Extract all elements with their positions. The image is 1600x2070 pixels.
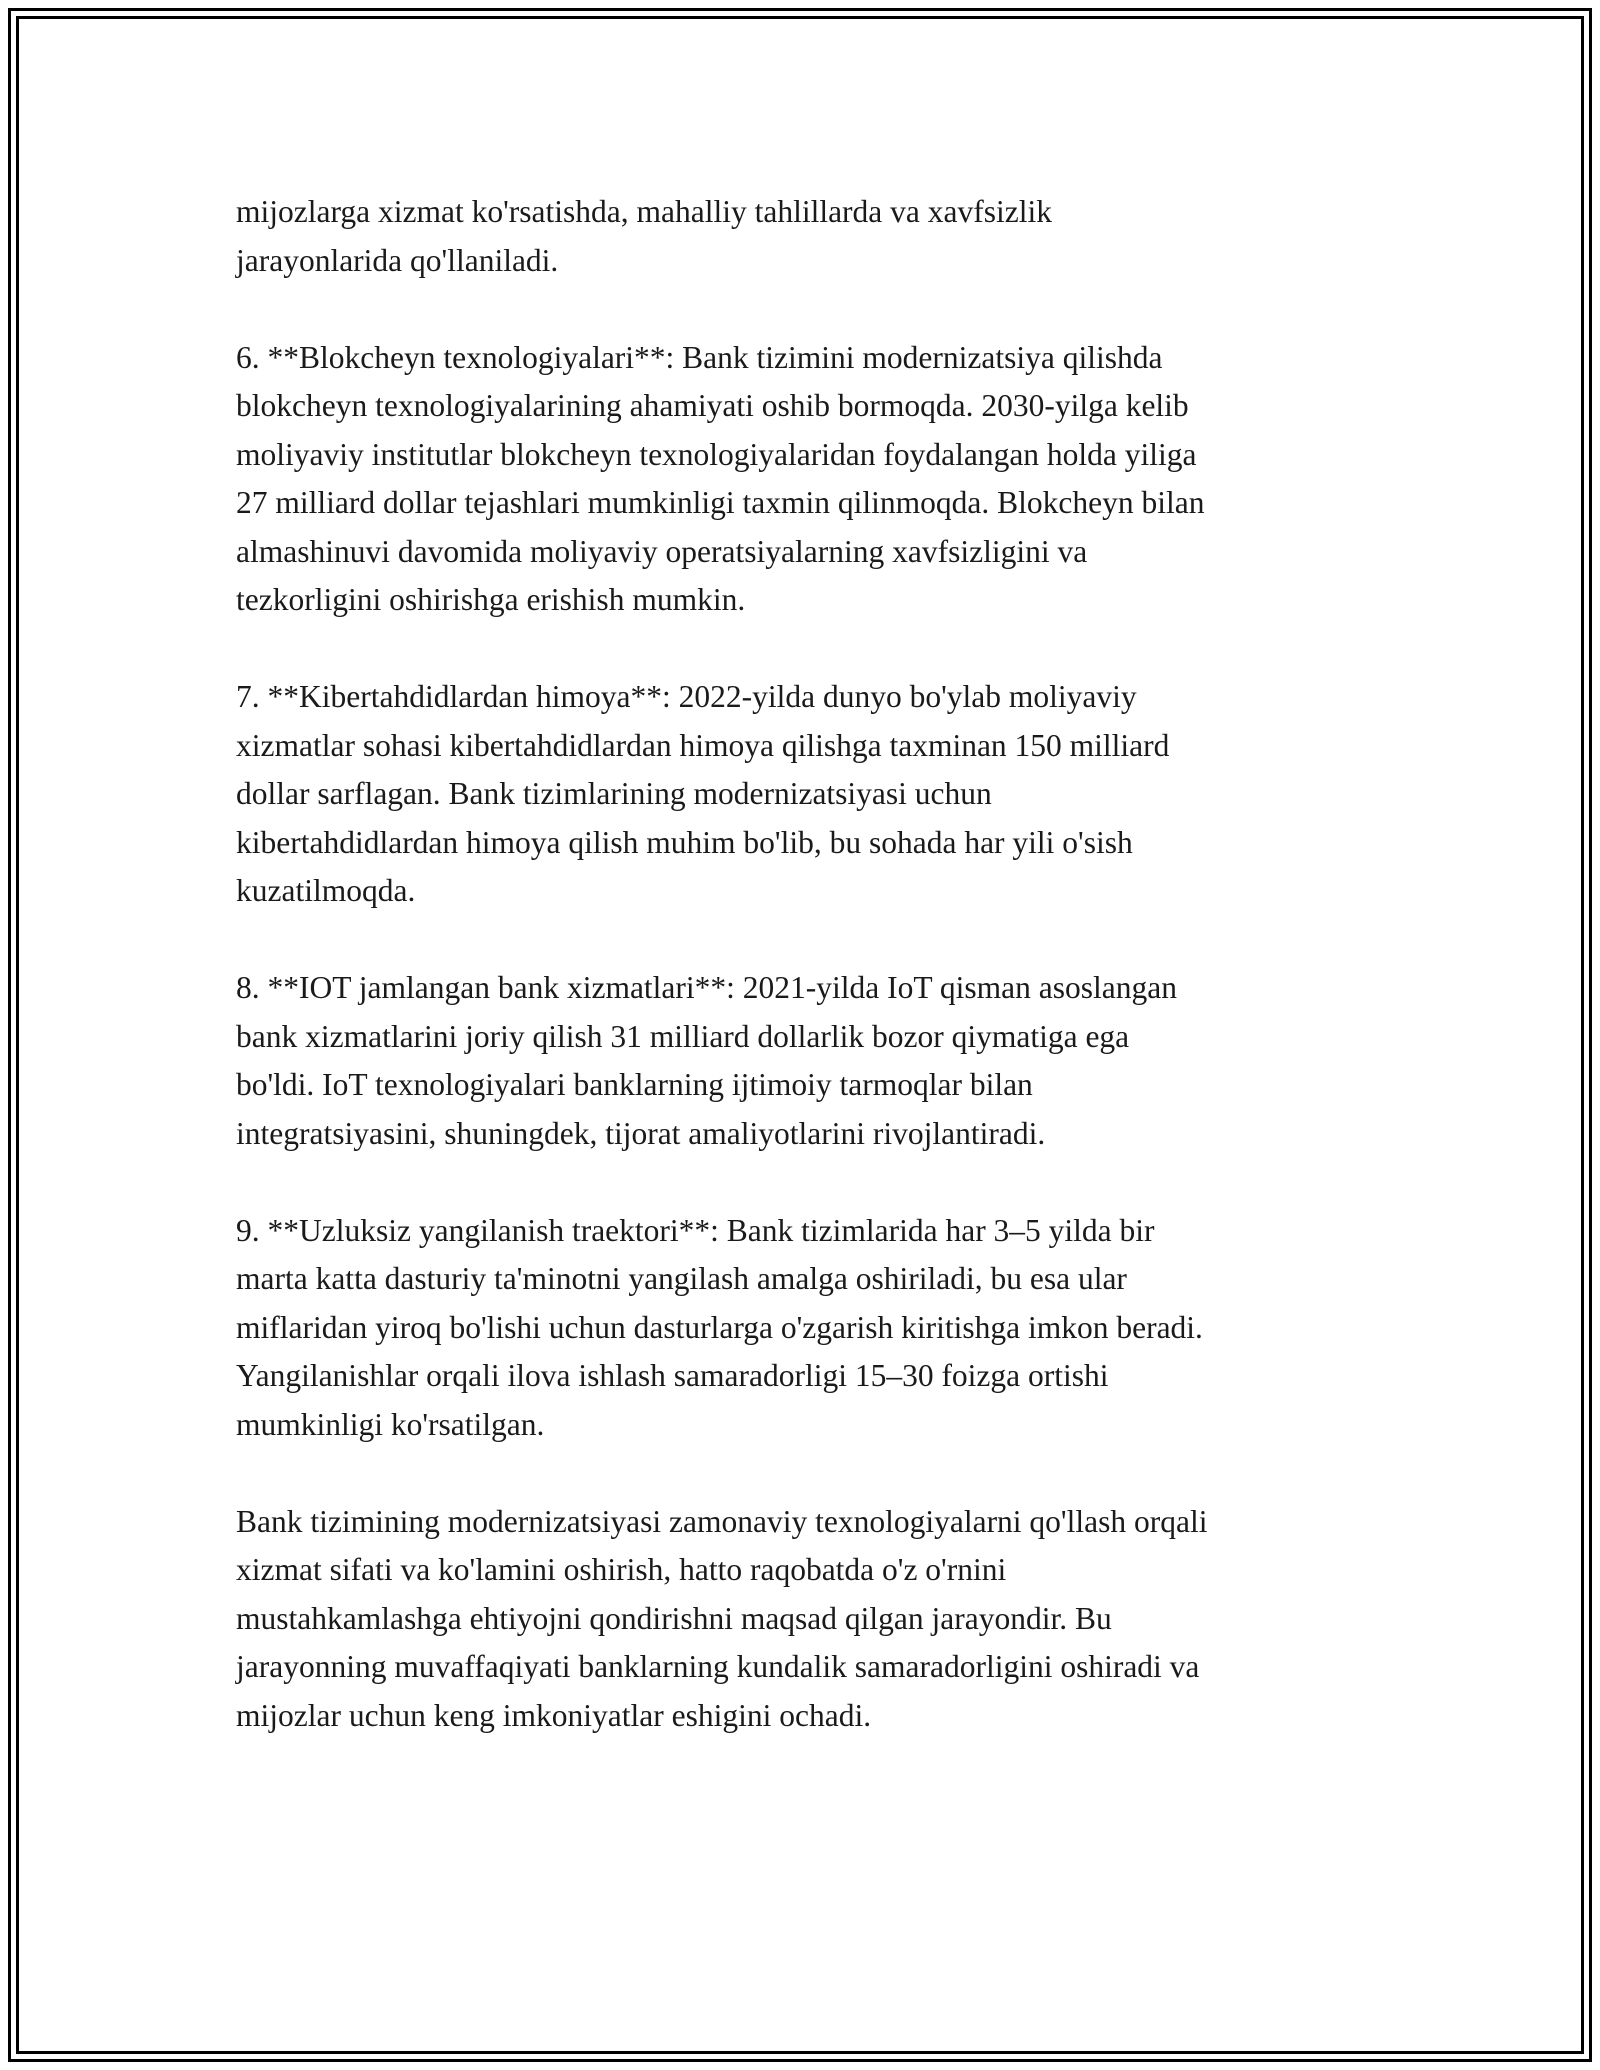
paragraph-cyber-protection: 7. **Kibertahdidlardan himoya**: 2022-yilda dunyo bo'ylab moliyaviy xizmatlar sohasi kibertahdidlardan himoya qilishga taxminan 150 milliard dollar sarflagan. Bank tizimlarining modernizatsiyasi uchun kibertahdidlardan himoya qilish muhim bo'lib, bu sohada har yili o'sish kuzatilmoqda. [236, 679, 1170, 908]
document-body [236, 188, 1386, 1789]
paragraph-continuation: mijozlarga xizmat ko'rsatishda, mahalliy tahlillarda va xavfsizlik jarayonlarida qo'llaniladi. [236, 194, 1052, 278]
paragraph-blockchain: 6. **Blokcheyn texnologiyalari**: Bank tizimini modernizatsiya qilishda blokcheyn texnologiyalarining ahamiyati oshib bormoqda. 2030-yilga kelib moliyaviy institutlar blokcheyn texnologiyalaridan foydalangan holda yiliga 27 milliard dollar tejashlari mumkinligi taxmin qilinmoqda. Blokcheyn bilan almashinuvi davomida moliyaviy operatsiyalarning xavfsizligini va tezkorligini oshirishga erishish mumkin. [236, 339, 1205, 617]
paragraph-iot-banking: 8. **IOT jamlangan bank xizmatlari**: 2021-yilda IoT qisman asoslangan bank xizmatlarini joriy qilish 31 milliard dollarlik bozor qiymatiga ega bo'ldi. IoT texnologiyalari banklarning ijtimoiy tarmoqlar bilan integratsiyasini, shuningdek, tijorat amaliyotlarini rivojlantiradi. [236, 970, 1178, 1151]
paragraph-continuous-update: 9. **Uzluksiz yangilanish traektori**: Bank tizimlarida har 3–5 yilda bir marta katta dasturiy ta'minotni yangilash amalga oshiriladi, bu esa ular miflaridan yiroq bo'lishi uchun dasturlarga o'zgarish kiritishga imkon beradi. Yangilanishlar orqali ilova ishlash samaradorligi 15–30 foizga ortishi mumkinligi ko'rsatilgan. [236, 1212, 1203, 1442]
paragraph-conclusion: Bank tizimining modernizatsiyasi zamonaviy texnologiyalarni qo'llash orqali xizmat sifati va ko'lamini oshirish, hatto raqobatda o'z o'rnini mustahkamlashga ehtiyojni qondirishni maqsad qilgan jarayondir. Bu jarayonning muvaffaqiyati banklarning kundalik samaradorligini oshiradi va mijozlar uchun keng imkoniyatlar eshigini ochadi. [236, 1503, 1208, 1733]
